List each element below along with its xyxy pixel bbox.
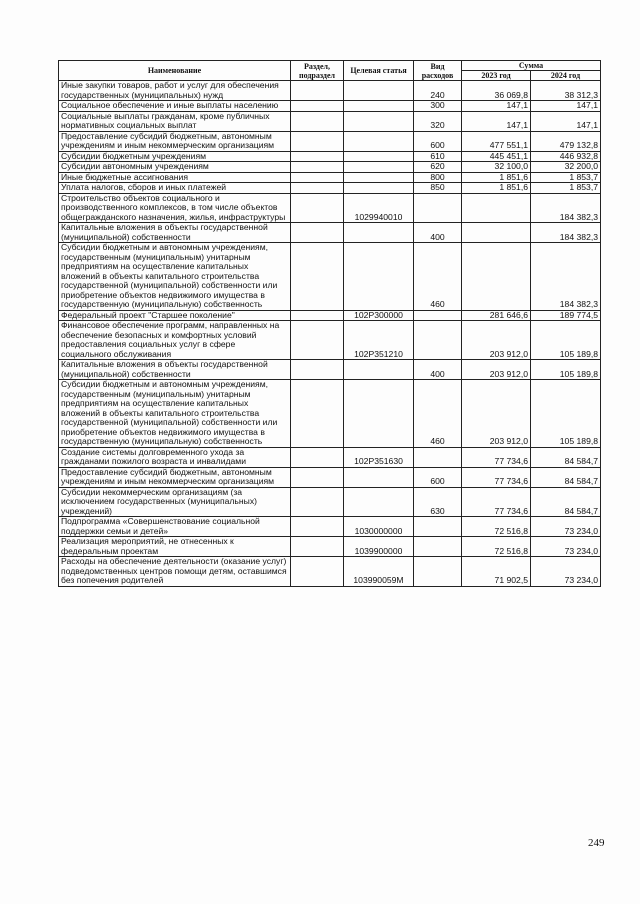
table-row — [59, 162, 601, 173]
cell-name: Субсидии бюджетным и автономным учреждениям, государственным (муниципальным) унитарным предприятиям на осуществление капитальных вложений в объекты капитального строительства государственной (муниципальной) собственности или приобретение объектов недвижимого имущества в государственную (муниципальную) собственность — [59, 243, 291, 311]
cell-name: Подпрограмма «Совершенствование социальной поддержки семьи и детей» — [59, 517, 291, 537]
cell-amount-2024: 105 189,8 — [531, 380, 601, 448]
cell-kind: 800 — [414, 172, 462, 183]
cell-kind — [414, 537, 462, 557]
cell-name: Строительство объектов социального и производственного комплексов, в том числе объектов общегражданского назначения, жилья, инфраструктуры — [59, 193, 291, 223]
cell-target — [344, 151, 414, 162]
cell-name: Федеральный проект "Старшее поколение" — [59, 310, 291, 321]
header-kind: Вид расходов — [414, 61, 462, 81]
cell-amount-2024: 446 932,8 — [531, 151, 601, 162]
cell-section — [291, 243, 344, 311]
budget-table — [58, 60, 601, 587]
table-row — [59, 243, 601, 311]
table-row — [59, 131, 601, 151]
cell-target — [344, 243, 414, 311]
cell-kind: 460 — [414, 380, 462, 448]
cell-name: Капитальные вложения в объекты государственной (муниципальной) собственности — [59, 360, 291, 380]
table-row — [59, 557, 601, 587]
cell-amount-2024: 479 132,8 — [531, 131, 601, 151]
cell-amount-2023: 77 734,6 — [462, 467, 531, 487]
cell-name: Предоставление субсидий бюджетным, автономным учреждениям и иным некоммерческим организациям — [59, 131, 291, 151]
cell-amount-2023: 77 734,6 — [462, 447, 531, 467]
cell-amount-2023: 203 912,0 — [462, 360, 531, 380]
cell-amount-2024: 147,1 — [531, 111, 601, 131]
cell-amount-2024: 84 584,7 — [531, 487, 601, 517]
cell-amount-2023: 72 516,8 — [462, 517, 531, 537]
cell-name: Социальные выплаты гражданам, кроме публичных нормативных социальных выплат — [59, 111, 291, 131]
cell-target — [344, 487, 414, 517]
cell-amount-2023: 203 912,0 — [462, 380, 531, 448]
cell-amount-2024: 105 189,8 — [531, 321, 601, 360]
cell-kind: 240 — [414, 81, 462, 101]
header-target: Целевая статья — [344, 61, 414, 81]
cell-section — [291, 151, 344, 162]
cell-section — [291, 193, 344, 223]
table-row — [59, 487, 601, 517]
cell-section — [291, 131, 344, 151]
cell-section — [291, 537, 344, 557]
cell-kind — [414, 447, 462, 467]
page-number: 249 — [588, 837, 605, 849]
cell-amount-2023: 77 734,6 — [462, 487, 531, 517]
cell-name: Предоставление субсидий бюджетным, автономным учреждениям и иным некоммерческим организациям — [59, 467, 291, 487]
cell-section — [291, 487, 344, 517]
cell-amount-2023: 1 851,6 — [462, 172, 531, 183]
cell-name: Иные закупки товаров, работ и услуг для обеспечения государственных (муниципальных) нужд — [59, 81, 291, 101]
cell-amount-2023 — [462, 243, 531, 311]
table-row — [59, 183, 601, 194]
table-row — [59, 321, 601, 360]
header-year-2024: 2024 год — [531, 71, 601, 81]
cell-amount-2023: 72 516,8 — [462, 537, 531, 557]
cell-amount-2024: 1 853,7 — [531, 183, 601, 194]
cell-name: Капитальные вложения в объекты государственной (муниципальной) собственности — [59, 223, 291, 243]
cell-amount-2023: 71 902,5 — [462, 557, 531, 587]
cell-name: Субсидии некоммерческим организациям (за исключением государственных (муниципальных) учреждений) — [59, 487, 291, 517]
cell-amount-2023 — [462, 223, 531, 243]
cell-name: Субсидии бюджетным и автономным учреждениям, государственным (муниципальным) унитарным предприятиям на осуществление капитальных вложений в объекты капитального строительства государственной (муниципальной) собственности или приобретение объектов недвижимого имущества в государственную (муниципальную) собственность — [59, 380, 291, 448]
cell-amount-2024: 73 234,0 — [531, 517, 601, 537]
cell-target — [344, 162, 414, 173]
cell-target — [344, 223, 414, 243]
cell-amount-2024: 32 200,0 — [531, 162, 601, 173]
cell-section — [291, 380, 344, 448]
table-row — [59, 447, 601, 467]
cell-amount-2024: 73 234,0 — [531, 557, 601, 587]
cell-target: 102P351630 — [344, 447, 414, 467]
cell-name: Иные бюджетные ассигнования — [59, 172, 291, 183]
cell-name: Финансовое обеспечение программ, направленных на обеспечение безопасных и комфортных условий предоставления социальных услуг в сфере социального обслуживания — [59, 321, 291, 360]
cell-amount-2023: 32 100,0 — [462, 162, 531, 173]
cell-section — [291, 172, 344, 183]
cell-target — [344, 172, 414, 183]
cell-section — [291, 467, 344, 487]
cell-kind: 460 — [414, 243, 462, 311]
cell-name: Субсидии бюджетным учреждениям — [59, 151, 291, 162]
table-row — [59, 380, 601, 448]
header-sum: Сумма — [462, 61, 601, 71]
table-row — [59, 310, 601, 321]
cell-kind: 600 — [414, 467, 462, 487]
cell-amount-2024: 147,1 — [531, 101, 601, 112]
cell-amount-2024: 84 584,7 — [531, 467, 601, 487]
table-header — [59, 61, 601, 81]
cell-name: Субсидии автономным учреждениям — [59, 162, 291, 173]
cell-target — [344, 131, 414, 151]
cell-kind: 600 — [414, 131, 462, 151]
table-row — [59, 101, 601, 112]
cell-section — [291, 101, 344, 112]
cell-kind: 630 — [414, 487, 462, 517]
cell-name: Реализация мероприятий, не отнесенных к федеральным проектам — [59, 537, 291, 557]
table-body — [59, 81, 601, 587]
cell-kind: 850 — [414, 183, 462, 194]
cell-kind — [414, 557, 462, 587]
cell-target — [344, 360, 414, 380]
table-row — [59, 517, 601, 537]
cell-section — [291, 517, 344, 537]
cell-target — [344, 111, 414, 131]
cell-target — [344, 183, 414, 194]
cell-section — [291, 310, 344, 321]
cell-section — [291, 447, 344, 467]
cell-amount-2023: 281 646,6 — [462, 310, 531, 321]
cell-section — [291, 81, 344, 101]
cell-target: 102P300000 — [344, 310, 414, 321]
cell-section — [291, 183, 344, 194]
cell-target — [344, 81, 414, 101]
cell-target — [344, 380, 414, 448]
cell-amount-2024: 38 312,3 — [531, 81, 601, 101]
cell-name: Социальное обеспечение и иные выплаты населению — [59, 101, 291, 112]
cell-target: 1029940010 — [344, 193, 414, 223]
cell-section — [291, 162, 344, 173]
cell-amount-2023: 203 912,0 — [462, 321, 531, 360]
cell-target — [344, 101, 414, 112]
cell-section — [291, 360, 344, 380]
cell-kind: 620 — [414, 162, 462, 173]
cell-kind: 400 — [414, 223, 462, 243]
cell-amount-2023: 147,1 — [462, 101, 531, 112]
cell-kind: 320 — [414, 111, 462, 131]
cell-amount-2024: 73 234,0 — [531, 537, 601, 557]
table-row — [59, 81, 601, 101]
cell-amount-2023 — [462, 193, 531, 223]
cell-amount-2023: 477 551,1 — [462, 131, 531, 151]
cell-target: 103990059M — [344, 557, 414, 587]
cell-amount-2024: 184 382,3 — [531, 243, 601, 311]
table-row — [59, 223, 601, 243]
cell-name: Уплата налогов, сборов и иных платежей — [59, 183, 291, 194]
header-year-2023: 2023 год — [462, 71, 531, 81]
cell-amount-2024: 184 382,3 — [531, 223, 601, 243]
table-row — [59, 151, 601, 162]
table-row — [59, 360, 601, 380]
table-row — [59, 537, 601, 557]
cell-target: 1030000000 — [344, 517, 414, 537]
cell-section — [291, 111, 344, 131]
cell-section — [291, 557, 344, 587]
cell-kind — [414, 321, 462, 360]
cell-kind: 400 — [414, 360, 462, 380]
cell-section — [291, 223, 344, 243]
table-row — [59, 467, 601, 487]
header-name: Наименование — [59, 61, 291, 81]
cell-name: Создание системы долговременного ухода за гражданами пожилого возраста и инвалидами — [59, 447, 291, 467]
cell-amount-2024: 1 853,7 — [531, 172, 601, 183]
cell-target: 1039900000 — [344, 537, 414, 557]
cell-amount-2024: 189 774,5 — [531, 310, 601, 321]
cell-amount-2024: 184 382,3 — [531, 193, 601, 223]
cell-kind: 300 — [414, 101, 462, 112]
cell-kind — [414, 517, 462, 537]
table-row — [59, 111, 601, 131]
table-row — [59, 193, 601, 223]
cell-kind: 610 — [414, 151, 462, 162]
cell-name: Расходы на обеспечение деятельности (оказание услуг) подведомственных центров помощи детям, оставшимся без попечения родителей — [59, 557, 291, 587]
cell-amount-2023: 36 069,8 — [462, 81, 531, 101]
cell-amount-2023: 147,1 — [462, 111, 531, 131]
cell-amount-2024: 84 584,7 — [531, 447, 601, 467]
cell-amount-2024: 105 189,8 — [531, 360, 601, 380]
cell-amount-2023: 1 851,6 — [462, 183, 531, 194]
cell-target — [344, 467, 414, 487]
cell-amount-2023: 445 451,1 — [462, 151, 531, 162]
cell-kind — [414, 193, 462, 223]
cell-kind — [414, 310, 462, 321]
header-section: Раздел, подраздел — [291, 61, 344, 81]
cell-target: 102P351210 — [344, 321, 414, 360]
table-row — [59, 172, 601, 183]
cell-section — [291, 321, 344, 360]
